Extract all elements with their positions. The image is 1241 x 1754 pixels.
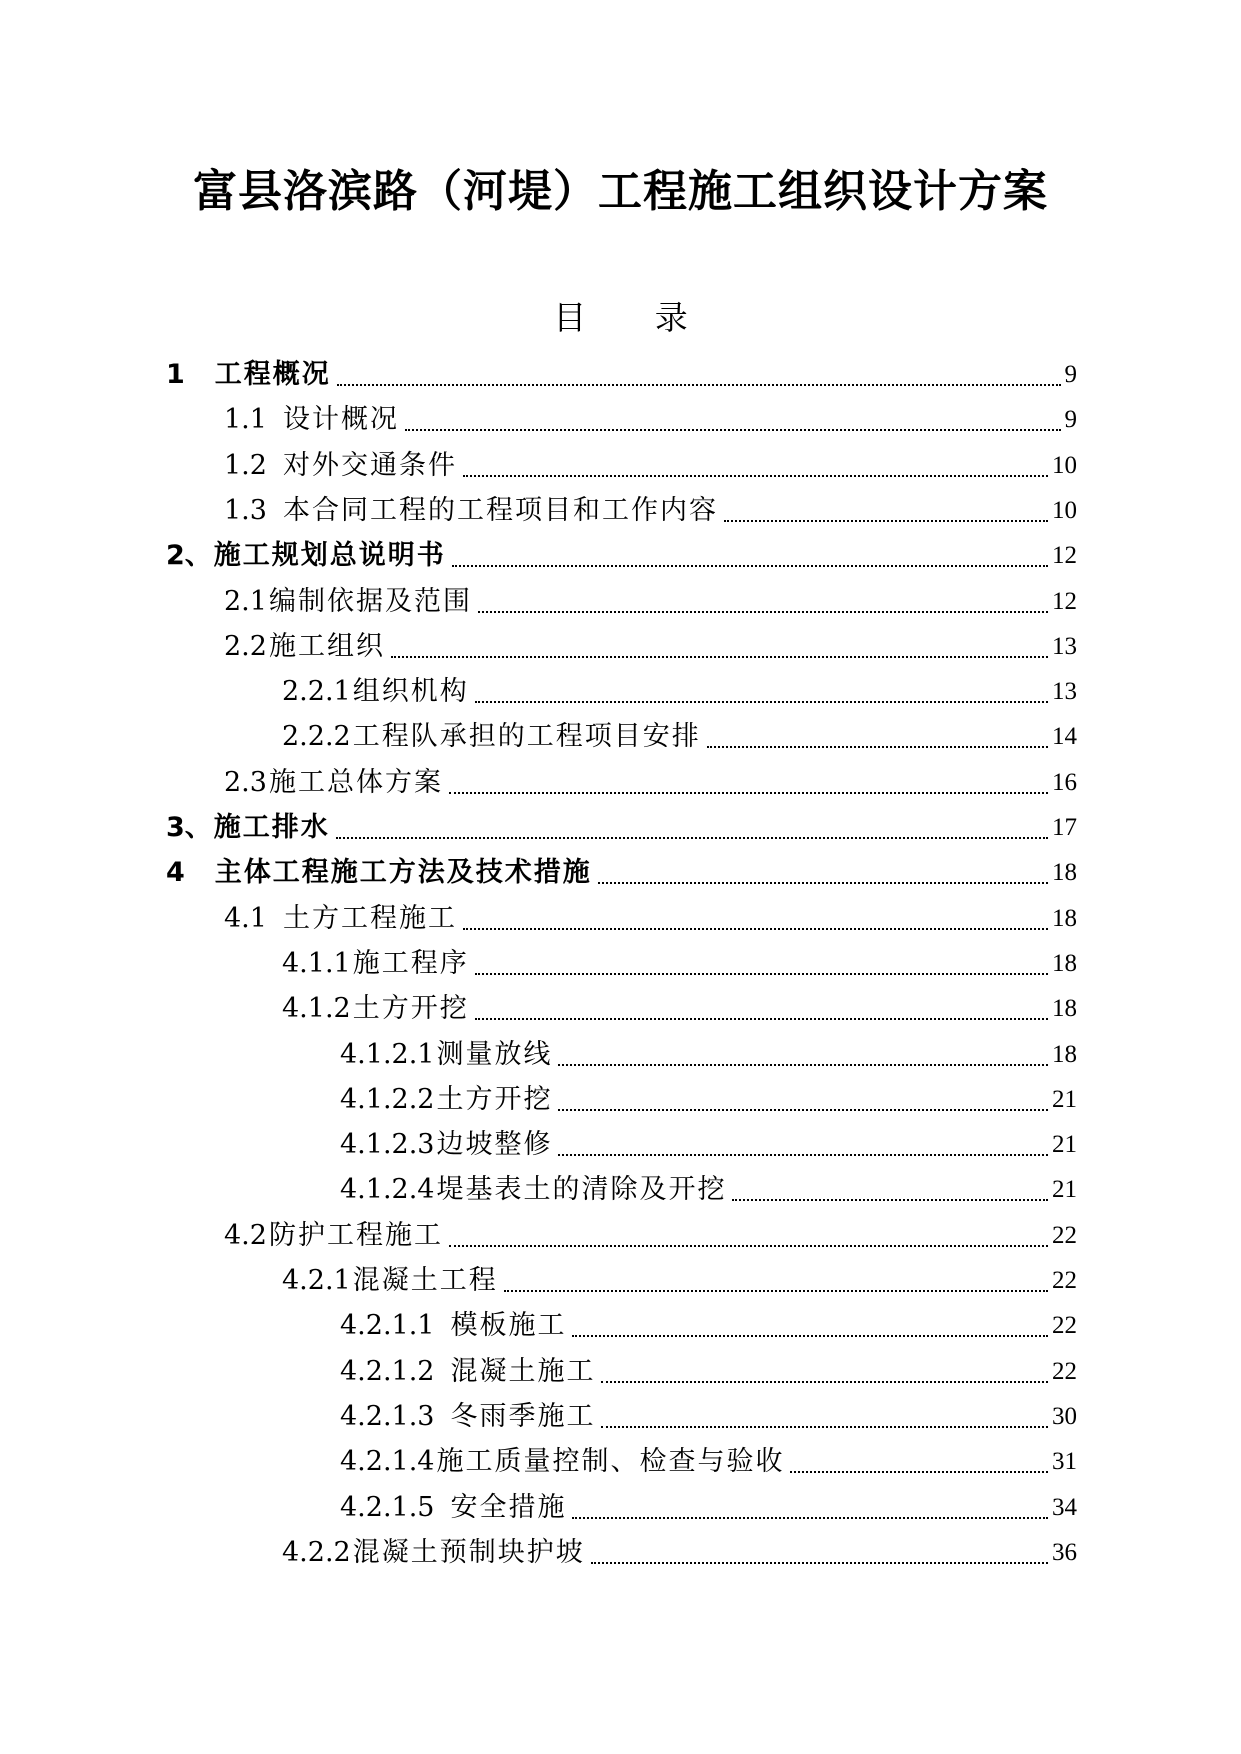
- toc-dot-leader: [475, 944, 1048, 984]
- toc-dot-leader: [463, 899, 1048, 939]
- toc-entry-number: 4.2.1.4: [340, 1446, 435, 1477]
- toc-entry-title: 土方开挖: [352, 993, 469, 1024]
- toc-entry-number: 1.3: [224, 495, 267, 526]
- toc-entry-page-number: 21: [1052, 1176, 1077, 1203]
- toc-entry[interactable]: [340, 1352, 1077, 1392]
- toc-heading-char-2: 录: [654, 298, 688, 337]
- toc-entry-title: 混凝土施工: [450, 1356, 596, 1387]
- toc-entry[interactable]: [282, 672, 1077, 712]
- toc-entry-number: 4.1.2: [282, 993, 351, 1024]
- toc-entry[interactable]: [166, 853, 1077, 893]
- toc-entry-title: 测量放线: [436, 1039, 553, 1070]
- toc-entry-number: 2.2: [224, 631, 267, 662]
- toc-entry-number: 4.2.2: [282, 1537, 351, 1568]
- toc-entry-page-number: 22: [1052, 1358, 1077, 1385]
- toc-entry-page-number: 10: [1052, 452, 1077, 479]
- toc-dot-leader: [336, 808, 1048, 848]
- toc-dot-leader: [337, 355, 1061, 395]
- toc-entry[interactable]: [224, 491, 1077, 531]
- toc-entry[interactable]: [340, 1306, 1077, 1346]
- toc-entry-page-number: 31: [1052, 1448, 1077, 1475]
- toc-entry-page-number: 18: [1052, 859, 1077, 886]
- toc-entry-title: 施工总体方案: [268, 767, 443, 798]
- toc-entry-number: 1.1: [224, 404, 267, 435]
- toc-entry-number: 4.2.1.1: [340, 1310, 435, 1341]
- toc-entry-number: 2.2.2: [282, 721, 351, 752]
- toc-entry-page-number: 22: [1052, 1312, 1077, 1339]
- toc-entry[interactable]: [224, 763, 1077, 803]
- toc-dot-leader: [478, 582, 1048, 622]
- toc-entry-title: 编制依据及范围: [268, 586, 472, 617]
- toc-entry-number: 2.1: [224, 586, 267, 617]
- toc-entry[interactable]: [340, 1035, 1077, 1075]
- toc-entry-title: 施工规划总说明书: [213, 540, 446, 571]
- toc-entry-title: 土方开挖: [436, 1084, 553, 1115]
- toc-entry-title: 堤基表土的清除及开挖: [436, 1174, 727, 1205]
- toc-entry-title: 工程队承担的工程项目安排: [352, 721, 701, 752]
- toc-dot-leader: [572, 1306, 1048, 1346]
- toc-entry-title: 施工质量控制、检查与验收: [436, 1446, 785, 1477]
- toc-dot-leader: [724, 491, 1048, 531]
- toc-dot-leader: [601, 1397, 1048, 1437]
- toc-entry-page-number: 18: [1052, 1041, 1077, 1068]
- toc-entry-page-number: 16: [1052, 769, 1077, 796]
- toc-entry[interactable]: [224, 400, 1077, 440]
- toc-entry-page-number: 13: [1052, 633, 1077, 660]
- toc-entry[interactable]: [224, 1216, 1077, 1256]
- toc-dot-leader: [452, 536, 1048, 576]
- toc-entry-number: 4.2.1.5: [340, 1492, 435, 1523]
- toc-entry-page-number: 12: [1052, 542, 1077, 569]
- toc-entry-page-number: 22: [1052, 1222, 1077, 1249]
- toc-entry[interactable]: [224, 899, 1077, 939]
- toc-entry-title: 模板施工: [450, 1310, 567, 1341]
- toc-entry[interactable]: [282, 944, 1077, 984]
- toc-entry-page-number: 9: [1064, 406, 1077, 433]
- toc-entry-number: 2.3: [224, 767, 267, 798]
- toc-entry[interactable]: [166, 355, 1077, 395]
- toc-entry-page-number: 18: [1052, 995, 1077, 1022]
- toc-entry-page-number: 21: [1052, 1131, 1077, 1158]
- toc-entry[interactable]: [282, 1533, 1077, 1573]
- toc-entry-title: 冬雨季施工: [450, 1401, 596, 1432]
- toc-entry[interactable]: [166, 536, 1077, 576]
- toc-entry-page-number: 14: [1052, 723, 1077, 750]
- toc-dot-leader: [732, 1170, 1048, 1210]
- toc-entry-title: 防护工程施工: [268, 1220, 443, 1251]
- toc-entry[interactable]: [340, 1125, 1077, 1165]
- toc-entry-title: 施工程序: [352, 948, 469, 979]
- toc-dot-leader: [558, 1080, 1048, 1120]
- toc-entry-title: 安全措施: [450, 1492, 567, 1523]
- toc-entry-number: 4.1.2.4: [340, 1174, 435, 1205]
- toc-dot-leader: [591, 1533, 1048, 1573]
- toc-entry[interactable]: [340, 1080, 1077, 1120]
- document-title: 富县洛滨路（河堤）工程施工组织设计方案: [193, 166, 1048, 217]
- toc-dot-leader: [475, 989, 1048, 1029]
- toc-entry-page-number: 12: [1052, 588, 1077, 615]
- toc-entry-number: 4.1.2.1: [340, 1039, 435, 1070]
- toc-dot-leader: [449, 763, 1048, 803]
- toc-dot-leader: [475, 672, 1048, 712]
- toc-entry-title: 边坡整修: [436, 1129, 553, 1160]
- toc-dot-leader: [449, 1216, 1048, 1256]
- toc-entry[interactable]: [166, 808, 1077, 848]
- toc-dot-leader: [405, 400, 1061, 440]
- toc-entry-page-number: 34: [1052, 1494, 1077, 1521]
- toc-entry-title: 对外交通条件: [282, 450, 457, 481]
- toc-entry-page-number: 13: [1052, 678, 1077, 705]
- toc-entry[interactable]: [340, 1442, 1077, 1482]
- toc-entry-title: 混凝土预制块护坡: [352, 1537, 585, 1568]
- toc-entry-page-number: 18: [1052, 905, 1077, 932]
- toc-entry-number: 4.2: [224, 1220, 267, 1251]
- toc-heading-char-1: 目: [553, 298, 587, 337]
- toc-dot-leader: [707, 717, 1048, 757]
- toc-entry-number: 4.2.1.2: [340, 1356, 435, 1387]
- toc-entry-page-number: 30: [1052, 1403, 1077, 1430]
- toc-entry-number: 4.1.2.3: [340, 1129, 435, 1160]
- toc-entry-page-number: 22: [1052, 1267, 1077, 1294]
- toc-entry-title: 本合同工程的工程项目和工作内容: [282, 495, 718, 526]
- toc-entry-number: 4.2.1: [282, 1265, 351, 1296]
- toc-entry-page-number: 36: [1052, 1539, 1077, 1566]
- toc-entry-number: 4.1: [224, 903, 267, 934]
- toc-entry[interactable]: [224, 627, 1077, 667]
- toc-entry-number: 4.1.1: [282, 948, 351, 979]
- toc-entry-title: 土方工程施工: [282, 903, 457, 934]
- toc-entry-title: 施工组织: [268, 631, 385, 662]
- toc-entry-page-number: 21: [1052, 1086, 1077, 1113]
- toc-dot-leader: [504, 1261, 1048, 1301]
- toc-entry[interactable]: [224, 582, 1077, 622]
- toc-entry-number: 4.1.2.2: [340, 1084, 435, 1115]
- toc-entry[interactable]: [282, 989, 1077, 1029]
- toc-entry[interactable]: [340, 1170, 1077, 1210]
- toc-dot-leader: [558, 1035, 1048, 1075]
- toc-entry[interactable]: [340, 1488, 1077, 1528]
- toc-entry[interactable]: [282, 1261, 1077, 1301]
- toc-dot-leader: [558, 1125, 1048, 1165]
- toc-entry-number: 2、: [166, 540, 212, 571]
- toc-entry-page-number: 18: [1052, 950, 1077, 977]
- toc-dot-leader: [463, 446, 1048, 486]
- toc-entry-page-number: 10: [1052, 497, 1077, 524]
- toc-entry-title: 组织机构: [352, 676, 469, 707]
- toc-dot-leader: [391, 627, 1048, 667]
- toc-entry-title: 主体工程施工方法及技术措施: [214, 857, 592, 888]
- toc-entry-number: 1: [166, 359, 185, 390]
- toc-dot-leader: [790, 1442, 1048, 1482]
- toc-entry-page-number: 9: [1064, 361, 1077, 388]
- toc-entry-page-number: 17: [1052, 814, 1077, 841]
- toc-entry[interactable]: [340, 1397, 1077, 1437]
- toc-entry[interactable]: [224, 446, 1077, 486]
- toc-entry-number: 3、: [166, 812, 212, 843]
- toc-dot-leader: [598, 853, 1048, 893]
- toc-entry-number: 1.2: [224, 450, 267, 481]
- toc-dot-leader: [572, 1488, 1048, 1528]
- toc-entry[interactable]: [282, 717, 1077, 757]
- toc-entry-title: 工程概况: [214, 359, 331, 390]
- toc-heading: [0, 296, 1241, 340]
- toc-entry-title: 混凝土工程: [352, 1265, 498, 1296]
- toc-entry-title: 设计概况: [282, 404, 399, 435]
- toc-entry-number: 4: [166, 857, 185, 888]
- toc-dot-leader: [601, 1352, 1048, 1392]
- toc-entry-number: 4.2.1.3: [340, 1401, 435, 1432]
- toc-entry-title: 施工排水: [213, 812, 330, 843]
- toc-entry-number: 2.2.1: [282, 676, 351, 707]
